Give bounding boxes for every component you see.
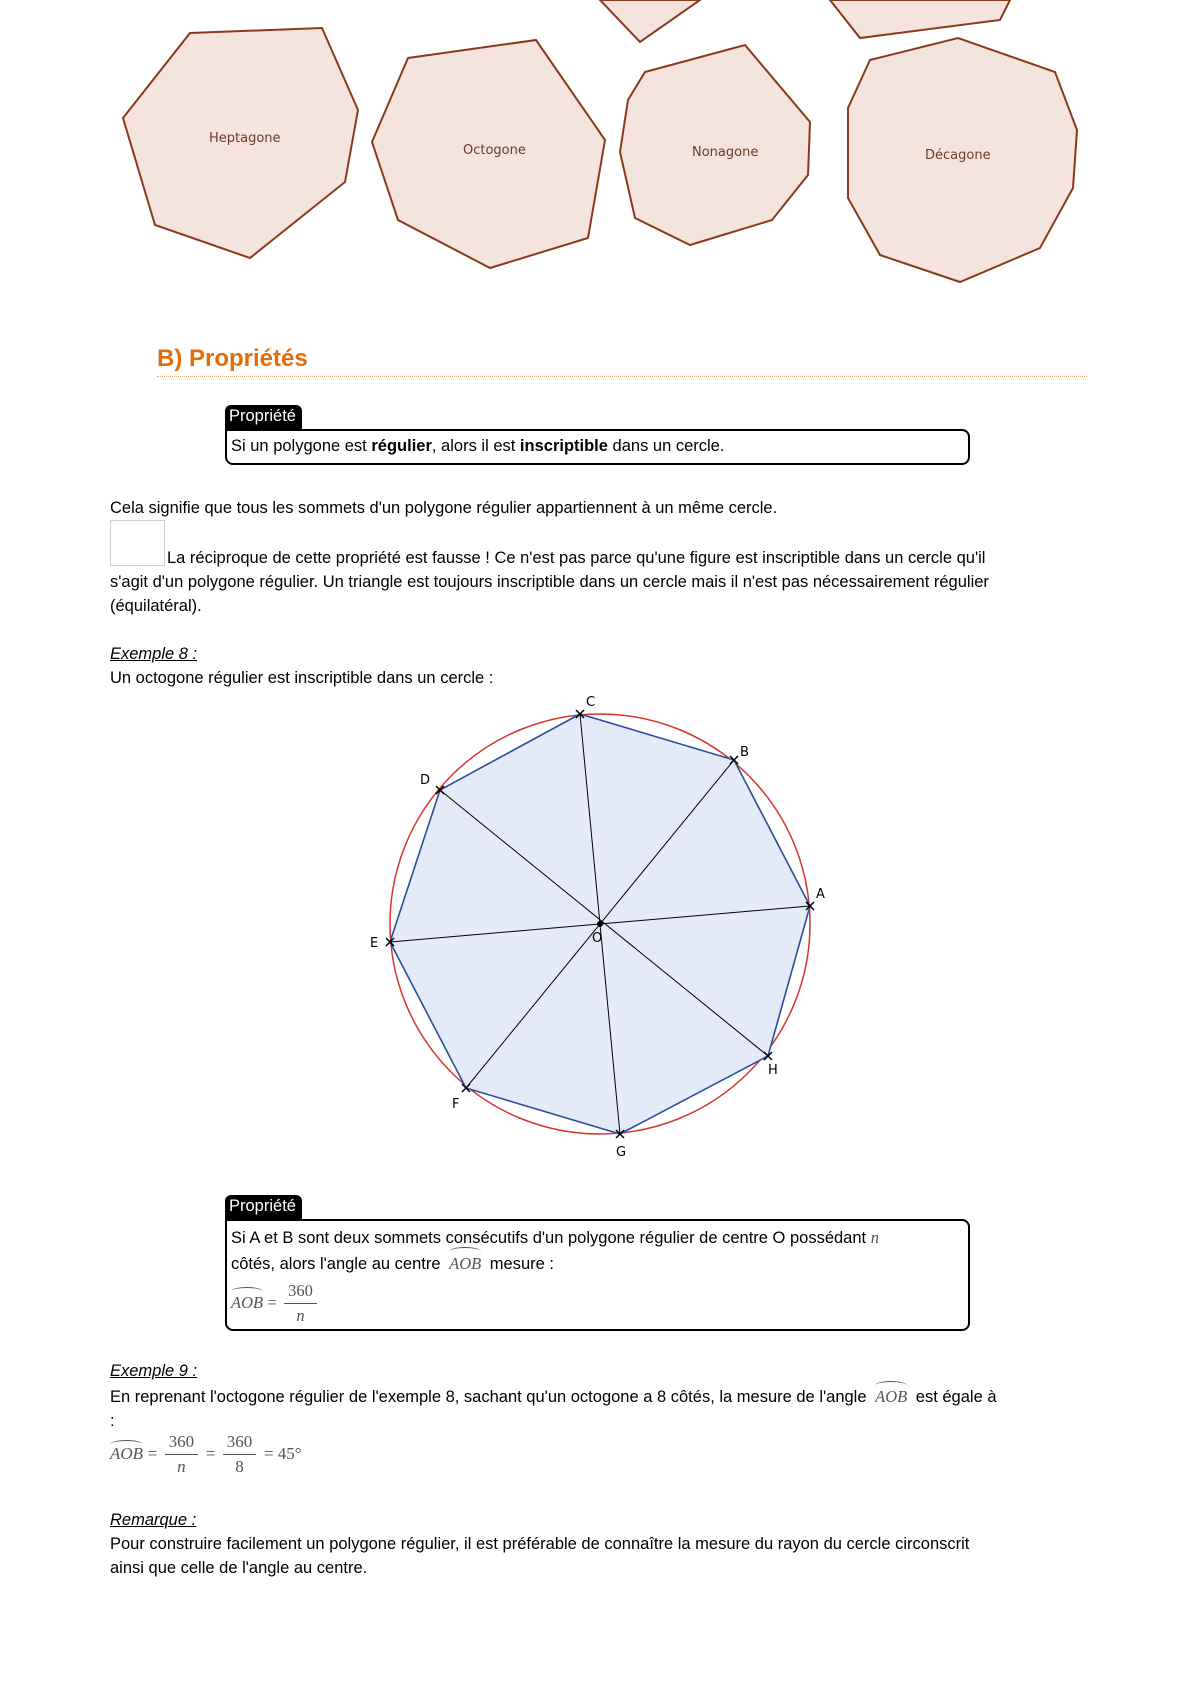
section-title: B) Propriétés (157, 345, 308, 372)
formula-angle: AOB (231, 1291, 263, 1315)
prop2-line-2: côtés, alors l'angle au centre AOB mesure : (231, 1251, 964, 1277)
prop1-text-mid: , alors il est (431, 437, 520, 455)
prop2-n: n (870, 1228, 879, 1247)
example-8-text: Un octogone régulier est inscriptible dans un cercle : (110, 669, 494, 687)
property-tab: Propriété (225, 1195, 302, 1219)
example-9-text: En reprenant l'octogone régulier de l'exemple 8, sachant qu'un octogone a 8 côtés, la mesure de l'angle AOB est égale à (110, 1385, 1090, 1409)
property-tab: Propriété (225, 405, 302, 429)
section-divider (157, 376, 1087, 377)
property-box (225, 1219, 970, 1331)
label-B: B (740, 745, 749, 760)
partial-polygon-left (600, 0, 700, 42)
prop2-line-1: Si A et B sont deux sommets consécutifs d'un polygone régulier de centre O possédant n (231, 1228, 879, 1247)
example-8-title: Exemple 8 : (110, 645, 198, 663)
label-A: A (816, 887, 825, 902)
label-H: H (768, 1063, 778, 1078)
center-point-O (597, 921, 603, 927)
partial-polygon-right (830, 0, 1010, 38)
nonagon-label: Nonagone (692, 145, 759, 160)
label-C: C (586, 695, 596, 710)
label-O: O (592, 931, 603, 946)
warning-icon (110, 520, 165, 566)
label-E: E (370, 936, 379, 951)
example-9-result: 45° (277, 1443, 302, 1463)
octagon-figure (360, 690, 840, 1170)
label-D: D (420, 773, 431, 788)
label-F: F (452, 1097, 460, 1112)
property-block-2 (225, 1195, 970, 1331)
decagon-label: Décagone (925, 148, 991, 163)
prop1-bold-inscriptible: inscriptible (519, 437, 608, 455)
prop1-text-post: dans un cercle. (607, 437, 725, 455)
warning-line-2: s'agit d'un polygone régulier. Un triangle est toujours inscriptible dans un cercle mais il n'est pas nécessairement régulier (110, 573, 989, 591)
property-block-1 (225, 405, 970, 465)
example-9-formula: AOB = $\frac{360}{n}$ = $\frac{360}{8}$ = 45° (110, 1432, 302, 1476)
example-9-title: Exemple 9 : (110, 1362, 198, 1380)
prop2-formula: AOB = $\frac{360}{n}$ (231, 1279, 964, 1328)
octagon-label: Octogone (463, 143, 526, 158)
polygons-figure (0, 0, 1190, 300)
warning-line-3: (équilatéral). (110, 597, 202, 615)
angle-AOB: AOB (449, 1251, 481, 1277)
remark-title: Remarque : (110, 1511, 197, 1529)
heptagon-label: Heptagone (209, 131, 281, 146)
formula-fraction: $\frac{360}{n}$ (284, 1279, 317, 1328)
prop1-text-pre: Si un polygone est (231, 437, 372, 455)
paragraph-meaning: Cela signifie que tous les sommets d'un polygone régulier appartiennent à un même cercle. (110, 499, 778, 517)
warning-line-1: La réciproque de cette propriété est fausse ! Ce n'est pas parce qu'une figure est inscriptible dans un cercle qu'il (167, 549, 986, 567)
prop1-bold-regular: régulier (371, 437, 432, 455)
example9-angle: AOB (875, 1385, 907, 1409)
remark-line-2: ainsi que celle de l'angle au centre. (110, 1559, 368, 1577)
example-9-colon: : (110, 1412, 115, 1430)
remark-line-1: Pour construire facilement un polygone régulier, il est préférable de connaître la mesure du rayon du cercle circonscrit (110, 1535, 970, 1553)
property-box (225, 429, 970, 465)
label-G: G (616, 1145, 627, 1160)
